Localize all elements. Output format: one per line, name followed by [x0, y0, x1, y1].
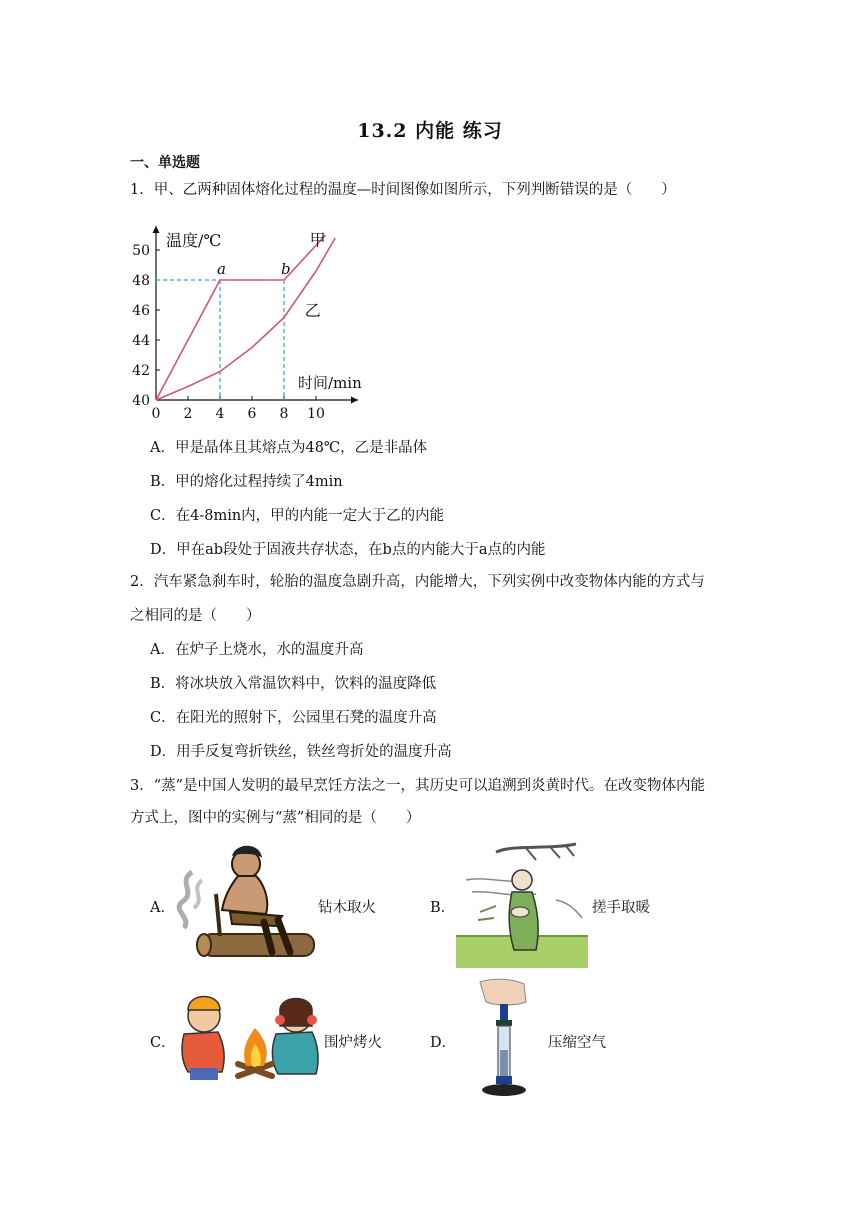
question-3-stem-line-2: 方式上，图中的实例与“蒸”相同的是（ ）	[130, 810, 421, 826]
y-tick-label: 48	[132, 273, 150, 289]
q2-option-b[interactable]: B．将冰块放入常温饮料中，饮料的温度降低	[150, 676, 437, 692]
q3-option-b-label: 搓手取暖	[592, 900, 650, 916]
q2-option-c[interactable]: C．在阳光的照射下，公园里石凳的温度升高	[150, 710, 437, 726]
question-3-stem-line-1: 3．“蒸”是中国人发明的最早烹饪方法之一，其历史可以追溯到炎黄时代。在改变物体内能	[130, 778, 706, 794]
q1-option-a[interactable]: A．甲是晶体且其熔点为48℃，乙是非晶体	[150, 440, 428, 456]
q3-option-d-letter[interactable]: D．	[430, 1035, 457, 1051]
question-1-stem: 1．甲、乙两种固体熔化过程的温度—时间图像如图所示，下列判断错误的是（ ）	[130, 182, 676, 198]
q1-option-d[interactable]: D．甲在ab段处于固液共存状态，在b点的内能大于a点的内能	[150, 542, 546, 558]
q3-option-a-letter[interactable]: A．	[150, 900, 175, 916]
y-tick-label: 50	[132, 243, 150, 259]
y-tick-label: 44	[132, 333, 150, 349]
section-heading: 一、单选题	[130, 155, 200, 171]
q3-option-c-label: 围炉烤火	[324, 1035, 382, 1051]
y-tick-label: 42	[132, 363, 150, 379]
x-tick-label: 8	[279, 406, 289, 422]
x-tick-label: 2	[183, 406, 193, 422]
x-tick-label: 0	[151, 406, 161, 422]
x-tick-label: 4	[215, 406, 225, 422]
temperature-time-chart	[130, 210, 370, 425]
x-tick-label: 10	[307, 406, 325, 422]
q3-option-c-letter[interactable]: C．	[150, 1035, 176, 1051]
series-label-yi: 乙	[304, 301, 321, 320]
q2-option-a[interactable]: A．在炉子上烧水，水的温度升高	[150, 642, 364, 658]
q3-option-a-label: 钻木取火	[318, 900, 376, 916]
question-2-stem-line-1: 2．汽车紧急刹车时，轮胎的温度急剧升高，内能增大，下列实例中改变物体内能的方式与	[130, 574, 705, 590]
x-axis-label: 时间/min	[298, 374, 362, 392]
y-tick-label: 40	[132, 393, 150, 409]
y-tick-label: 46	[132, 303, 150, 319]
x-tick-label: 6	[247, 406, 257, 422]
air-compression-icon	[476, 978, 536, 1100]
q3-option-b-letter[interactable]: B．	[430, 900, 456, 916]
q1-option-c[interactable]: C．在4-8min内，甲的内能一定大于乙的内能	[150, 508, 445, 524]
page-title: 13.2 内能 练习	[357, 120, 503, 142]
q3-option-d-label: 压缩空气	[548, 1035, 606, 1051]
series-label-jia: 甲	[309, 230, 326, 250]
y-axis-label: 温度/℃	[166, 231, 222, 250]
question-2-stem-line-2: 之相同的是（ ）	[130, 608, 261, 624]
point-label-b: b	[281, 260, 291, 278]
campfire-icon	[176, 990, 326, 1086]
q1-option-b[interactable]: B．甲的熔化过程持续了4min	[150, 474, 343, 490]
rubbing-hands-icon	[456, 840, 588, 968]
point-label-a: a	[217, 260, 226, 278]
q2-option-d[interactable]: D．用手反复弯折铁丝，铁丝弯折处的温度升高	[150, 744, 452, 760]
drilling-wood-fire-icon	[172, 842, 318, 964]
